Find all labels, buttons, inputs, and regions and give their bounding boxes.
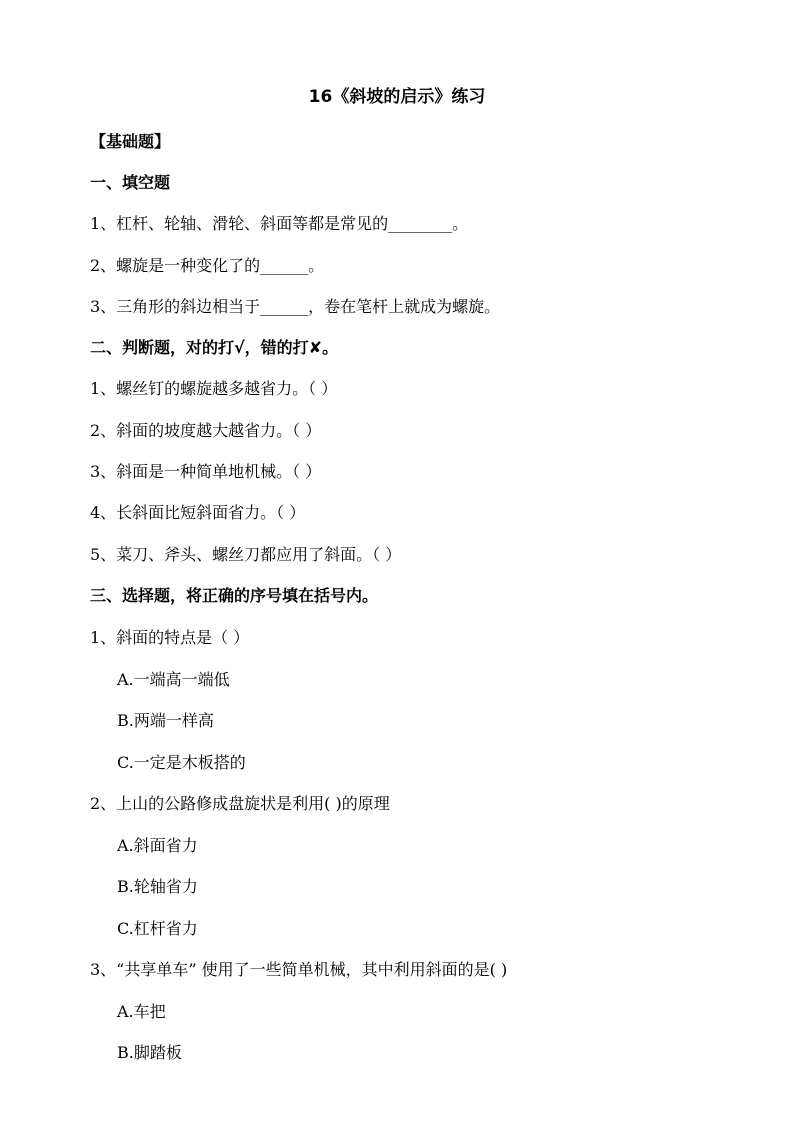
choice-question-1: 1、斜面的特点是（ ） <box>90 628 250 647</box>
choice-q1-option-b: B.两端一样高 <box>117 711 214 730</box>
judge-question-1: 1、螺丝钉的螺旋越多越省力。（ ） <box>90 379 338 398</box>
judge-question-4: 4、长斜面比短斜面省力。（ ） <box>90 503 306 522</box>
choice-q3-option-b: B.脚踏板 <box>117 1043 182 1062</box>
judge-question-2: 2、斜面的坡度越大越省力。（ ） <box>90 421 322 440</box>
judge-question-5: 5、菜刀、斧头、螺丝刀都应用了斜面。（ ） <box>90 545 402 564</box>
choice-question-2: 2、上山的公路修成盘旋状是利用( )的原理 <box>90 794 390 813</box>
choice-q2-option-b: B.轮轴省力 <box>117 877 198 896</box>
choice-question-3: 3、“共享单车” 使用了一些简单机械，其中利用斜面的是( ) <box>90 960 508 979</box>
fill-blank-question-2: 2、螺旋是一种变化了的______。 <box>90 256 325 275</box>
level-label: 【基础题】 <box>90 132 171 151</box>
choice-q3-option-a: A.车把 <box>117 1002 166 1021</box>
choice-q1-option-c: C.一定是木板搭的 <box>117 753 246 772</box>
judge-question-3: 3、斜面是一种简单地机械。（ ） <box>90 462 322 481</box>
section3-heading: 三、选择题，将正确的序号填在括号内。 <box>90 586 379 605</box>
section2-heading: 二、判断题，对的打√，错的打✘。 <box>90 338 339 357</box>
fill-blank-question-3: 3、三角形的斜边相当于______，卷在笔杆上就成为螺旋。 <box>90 297 501 316</box>
fill-blank-question-1: 1、杠杆、轮轴、滑轮、斜面等都是常见的________。 <box>90 214 469 233</box>
choice-q2-option-a: A.斜面省力 <box>117 836 198 855</box>
choice-q2-option-c: C.杠杆省力 <box>117 919 198 938</box>
section1-heading: 一、填空题 <box>90 173 171 192</box>
page-title: 16《斜坡的启示》练习 <box>308 87 486 107</box>
choice-q1-option-a: A.一端高一端低 <box>117 670 230 689</box>
